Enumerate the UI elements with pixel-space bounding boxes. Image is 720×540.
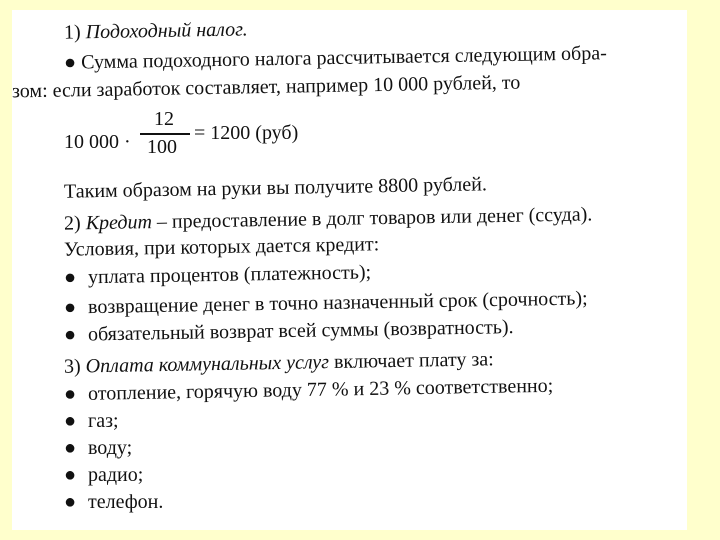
list-item-text: отопление, горячую воду 77 % и 23 % соответственно; [87,374,554,405]
list-item [64,464,143,486]
section-1-text-line-1: ● Сумма подоходного налога рассчитывается следующим обра- [63,42,607,74]
list-item [64,491,163,513]
section-2-title: Кредит [85,211,153,235]
section-1-heading [64,18,248,43]
list-item-text: газ; [88,410,119,432]
bullet-icon: ● [64,491,77,513]
formula-left: 10 000 · [64,131,131,153]
list-item-text: телефон. [88,491,164,513]
list-item [64,375,554,406]
section-1-result: Таким образом на руки вы получите 8800 рублей. [63,173,488,203]
list-item [64,261,371,288]
bullet-icon: ● [64,410,77,432]
fraction-bar [140,133,190,135]
list-item [64,316,514,346]
section-3-intro: включает плату за: [328,348,494,374]
formula-denominator: 100 [147,136,177,158]
section-3-title: Оплата коммунальных услуг [85,351,330,378]
section-1-title: Подоходный налог. [85,18,248,44]
list-item [64,437,132,459]
list-item-text: обязательный возврат всей суммы (возвратность). [87,316,514,346]
list-item-text: радио; [88,464,144,486]
list-item-text: возвращение денег в точно назначенный срок (срочность); [87,287,588,319]
bullet-icon: ● [63,266,77,289]
bullet-icon: ● [63,323,77,346]
list-item [64,410,119,432]
bullet-icon: ● [63,296,77,319]
bullet-icon: ● [64,464,77,486]
section-2-number: 2) [63,212,81,235]
document-page [12,10,687,530]
list-item-text: уплата процентов (платежность); [87,261,372,289]
section-2-heading [64,203,593,234]
list-item-text: воду; [88,437,133,459]
section-2-conditions: Условия, при которых дается кредит: [63,233,380,261]
bullet-icon: ● [64,437,77,459]
section-1-number: 1) [63,21,81,44]
section-2-definition: – предоставление в долг товаров или денег (ссуда). [151,203,593,234]
section-1-text-line-2: зом: если заработок составляет, например 10 000 рублей, то [11,71,521,103]
bullet-icon: ● [63,383,77,406]
section-3-number: 3) [63,355,81,378]
section-3-heading [64,348,494,377]
list-item [64,287,588,318]
formula-right: = 1200 (руб) [194,122,299,144]
formula-numerator: 12 [154,108,174,130]
